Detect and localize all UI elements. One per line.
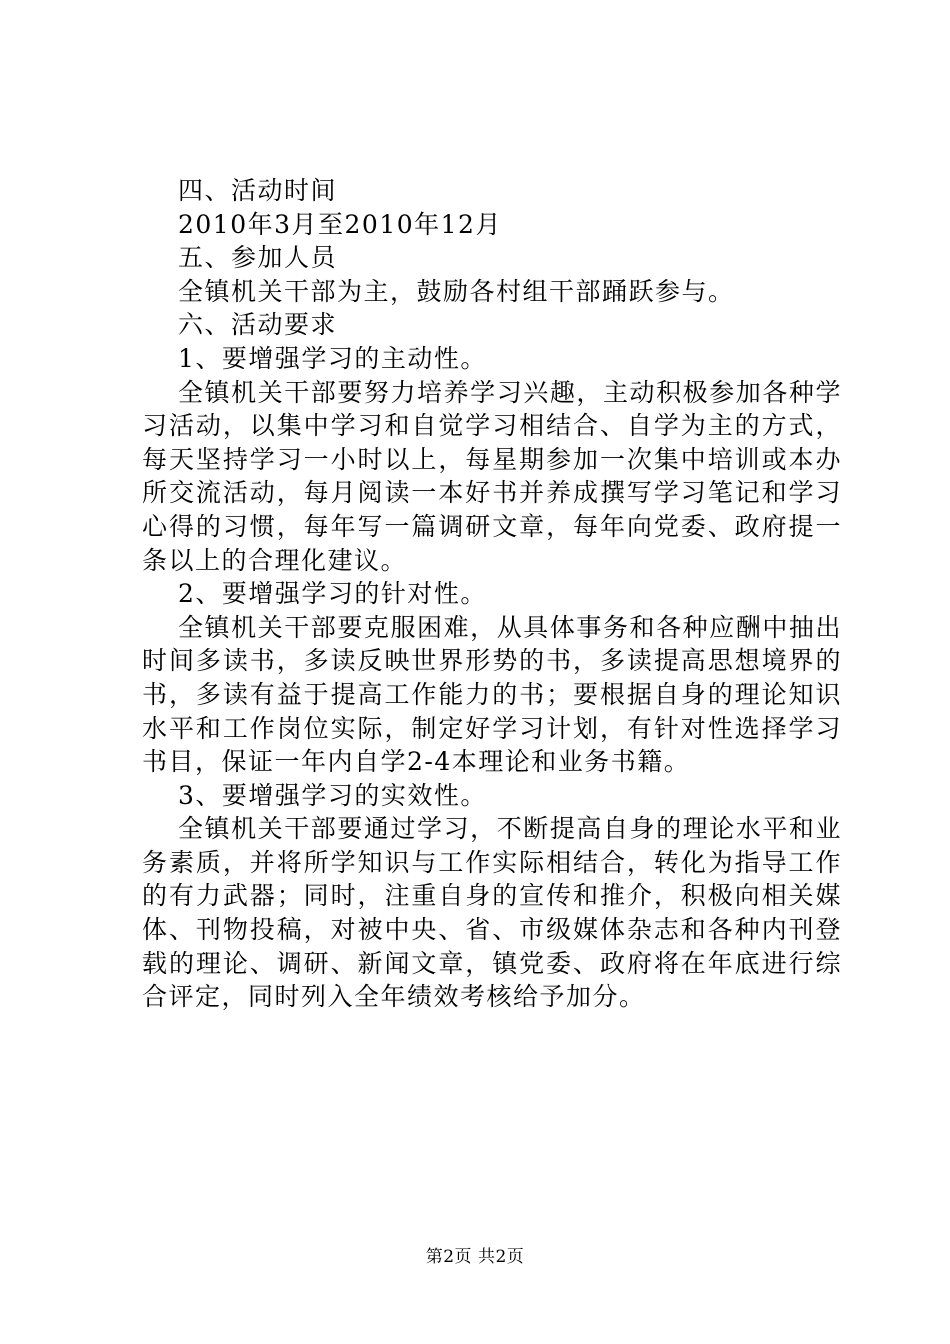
requirement-3-body: 全镇机关干部要通过学习，不断提高自身的理论水平和业务素质，并将所学知识与工作实际相结合，转化为指导工作的有力武器；同时，注重自身的宣传和推介，积极向相关媒体、刊物投稿，对被中央、省、市级媒体杂志和各种内刊登载的理论、调研、新闻文章，镇党委、政府将在年底进行综合评定，同时列入全年绩效考核给予加分。 bbox=[142, 814, 842, 1012]
requirement-1-title: 1、要增强学习的主动性。 bbox=[178, 343, 487, 373]
participants-text: 全镇机关干部为主，鼓励各村组干部踊跃参与。 bbox=[178, 276, 735, 306]
requirement-3-title: 3、要增强学习的实效性。 bbox=[178, 780, 487, 810]
heading-participants: 五、参加人员 bbox=[178, 243, 338, 273]
heading-requirements: 六、活动要求 bbox=[178, 310, 338, 340]
requirement-1-body: 全镇机关干部要努力培养学习兴趣，主动积极参加各种学习活动，以集中学习和自觉学习相结合、自学为主的方式，每天坚持学习一小时以上，每星期参加一次集中培训或本办所交流活动，每月阅读一本好书并养成撰写学习笔记和学习心得的习惯，每年写一篇调研文章，每年向党委、政府提一条以上的合理化建议。 bbox=[142, 377, 842, 575]
heading-activity-time: 四、活动时间 bbox=[178, 176, 338, 205]
activity-time-value: 2010年3月至2010年12月 bbox=[178, 209, 502, 239]
page-footer: 第2页 共2页 bbox=[425, 1247, 525, 1267]
requirement-2-body: 全镇机关干部要克服困难，从具体事务和各种应酬中抽出时间多读书，多读反映世界形势的书，多读提高思想境界的书，多读有益于提高工作能力的书；要根据自身的理论知识水平和工作岗位实际，制定好学习计划，有针对性选择学习书目，保证一年内自学2-4本理论和业务书籍。 bbox=[142, 612, 842, 777]
requirement-2-title: 2、要增强学习的针对性。 bbox=[178, 579, 487, 609]
document-body bbox=[142, 174, 842, 1014]
